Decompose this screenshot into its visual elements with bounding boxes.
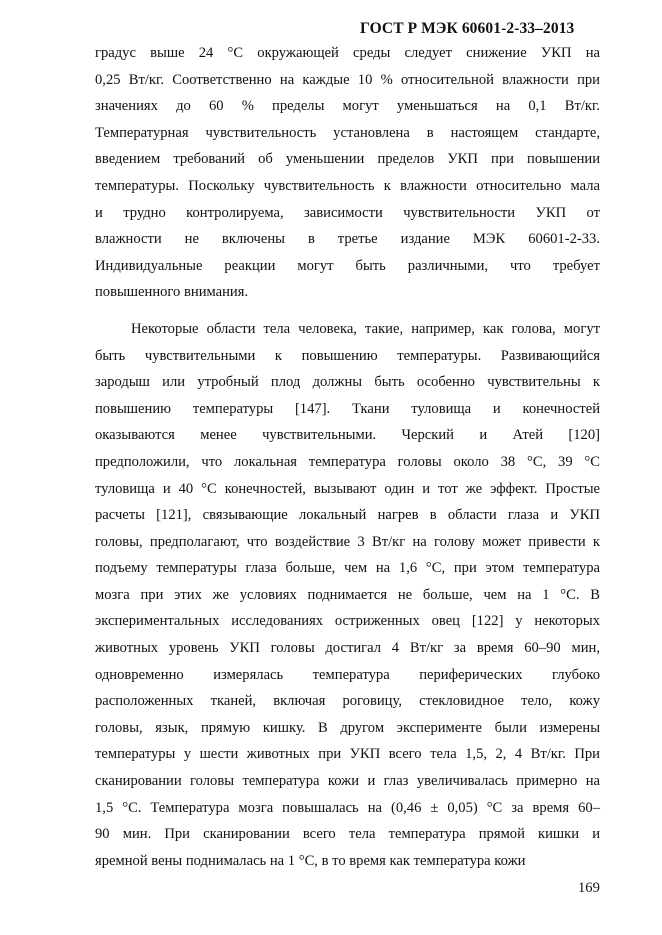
text-line: и трудно контролируема, зависимости чувствительности УКП от bbox=[95, 204, 600, 221]
text-line: повышенного внимания. bbox=[95, 284, 249, 301]
text-line: температуры. Поскольку чувствительность к влажности относительно мала bbox=[95, 177, 600, 194]
text-line: быть чувствительными к повышению температуры. Развивающийся bbox=[95, 347, 600, 364]
text-line: зародыш или утробный плод должны быть особенно чувствительны к bbox=[95, 374, 600, 391]
text-line: повышению температуры [147]. Ткани туловища и конечностей bbox=[95, 400, 600, 417]
text-line: расположенных тканей, включая роговицу, стекловидное тело, кожу bbox=[95, 693, 600, 710]
text-line: подъему температуры глаза больше, чем на 1,6 °С, при этом температура bbox=[95, 560, 600, 577]
document-header-standard-id: ГОСТ Р МЭК 60601-2-33–2013 bbox=[360, 20, 575, 37]
text-line: 90 мин. При сканировании всего тела температура прямой кишки и bbox=[95, 826, 600, 843]
paragraph bbox=[95, 316, 600, 874]
text-line: введением требований об уменьшении пределов УКП при повышении bbox=[95, 151, 600, 168]
text-line: расчеты [121], связывающие локальный нагрев в области глаза и УКП bbox=[95, 507, 600, 524]
text-line: головы, язык, прямую кишку. В другом эксперименте были измерены bbox=[95, 719, 600, 736]
text-line: 0,25 Вт/кг. Соответственно на каждые 10 % относительной влажности при bbox=[95, 71, 600, 88]
text-line: значениях до 60 % пределы могут уменьшаться на 0,1 Вт/кг. bbox=[95, 98, 600, 115]
paragraph-gap bbox=[95, 306, 600, 316]
text-line: животных уровень УКП головы достигал 4 Вт/кг за время 60–90 мин, bbox=[95, 640, 600, 657]
text-line: яремной вены поднималась на 1 °С, в то время как температура кожи bbox=[95, 852, 526, 869]
text-line: оказываются менее чувствительными. Черский и Атей [120] bbox=[95, 427, 600, 444]
document-body bbox=[95, 40, 600, 874]
text-line: предположили, что локальная температура головы около 38 °С, 39 °С bbox=[95, 453, 600, 470]
text-line: влажности не включены в третье издание МЭК 60601-2-33. bbox=[95, 231, 600, 248]
text-line: одновременно измерялась температура периферических глубоко bbox=[95, 666, 600, 683]
text-line: экспериментальных исследованиях остриженных овец [122] у некоторых bbox=[95, 613, 600, 630]
text-line: мозга при этих же условиях поднимается не больше, чем на 1 °С. В bbox=[95, 586, 600, 603]
page-number: 169 bbox=[578, 880, 600, 896]
text-line: 1,5 °С. Температура мозга повышалась на (0,46 ± 0,05) °С за время 60– bbox=[95, 799, 600, 816]
text-line: Температурная чувствительность установлена в настоящем стандарте, bbox=[95, 124, 600, 141]
text-line: температуры у шести животных при УКП всего тела 1,5, 2, 4 Вт/кг. При bbox=[95, 746, 600, 763]
text-line: Некоторые области тела человека, такие, например, как голова, могут bbox=[131, 320, 600, 337]
text-line: туловища и 40 °С конечностей, вызывают один и тот же эффект. Простые bbox=[95, 480, 600, 497]
text-line: Индивидуальные реакции могут быть различными, что требует bbox=[95, 257, 600, 274]
text-line: сканировании головы температура кожи и глаз увеличивалась примерно на bbox=[95, 773, 600, 790]
text-line: градус выше 24 °С окружающей среды следует снижение УКП на bbox=[95, 45, 600, 61]
text-line: головы, предполагают, что воздействие 3 Вт/кг на голову может привести к bbox=[95, 533, 600, 550]
paragraph bbox=[95, 40, 600, 306]
